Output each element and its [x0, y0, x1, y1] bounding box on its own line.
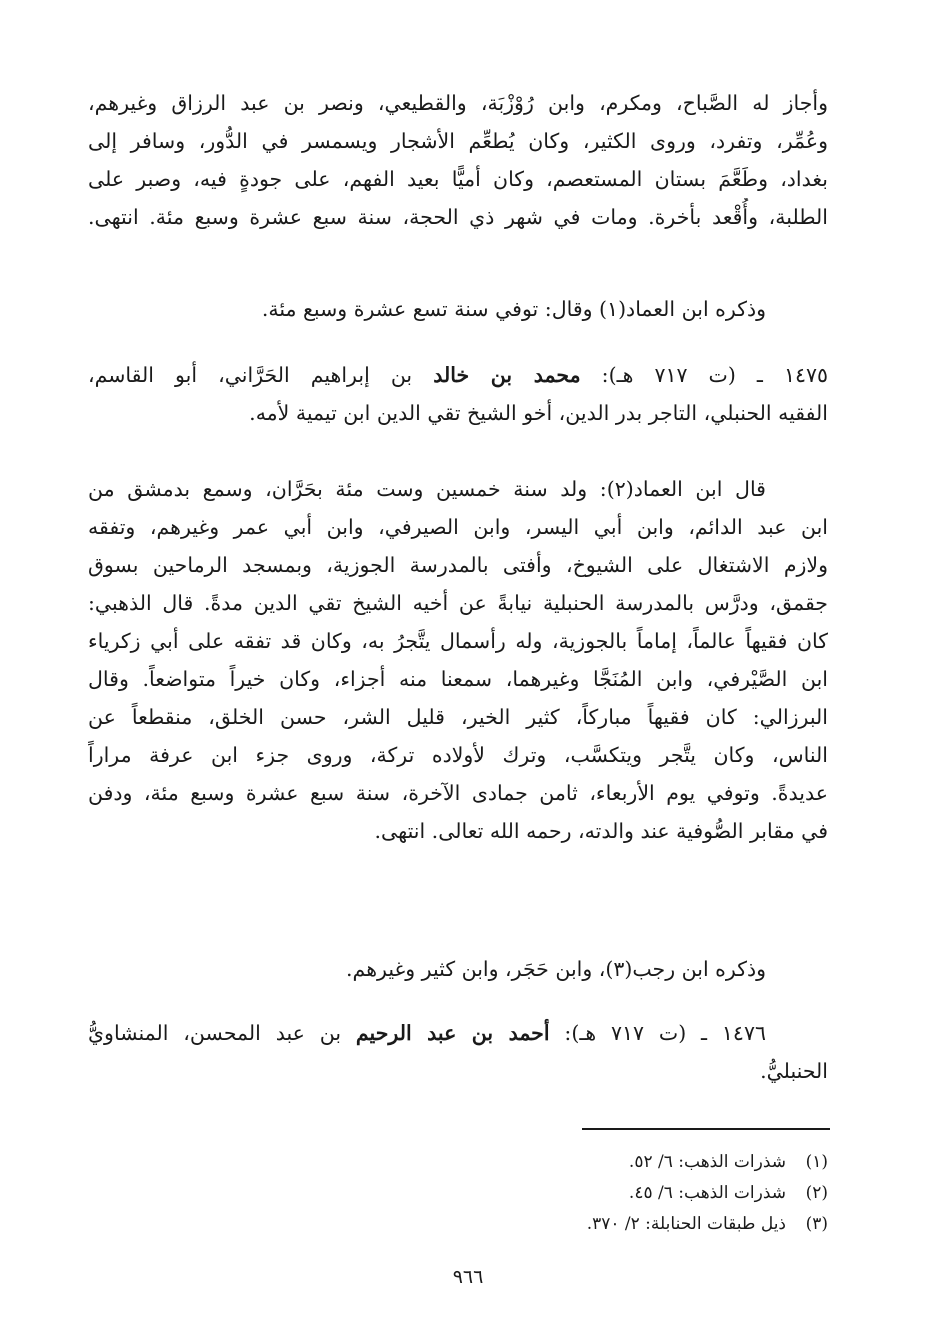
- paragraph-ibn-alimad-note: [88, 290, 766, 328]
- paragraph-other-sources: [88, 950, 766, 988]
- footnote-text: ذيل طبقات الحنابلة: ٢/ ٣٧٠.: [586, 1214, 786, 1234]
- entry-name: محمد بن خالد: [433, 363, 581, 387]
- text-line: في مقابر الصُّوفية عند والدته، رحمه الله تعالى. انتهى.: [374, 819, 828, 843]
- footnotes: [587, 1147, 828, 1240]
- text-line: كان فقيهاً عالماً، إماماً بالجوزية، وله رأسمال يتَّجرُ به، وكان قد تفقه على أبي زكرياء: [88, 629, 828, 653]
- footnote-number: (٣): [805, 1214, 828, 1234]
- footnote-text: شذرات الذهب: ٦/ ٥٢.: [628, 1152, 786, 1172]
- entry-number: ١٤٧٥ ـ (ت ٧١٧ هـ):: [601, 363, 828, 387]
- footnote-text: شذرات الذهب: ٦/ ٤٥.: [628, 1183, 786, 1203]
- footnote-separator: [582, 1128, 830, 1130]
- text-line: بغداد، وطَعَّمَ بستان المستعصم، وكان أميًّا بعيد الفهم، على جودةٍ فيه، وصبر على: [88, 167, 828, 191]
- text-line: البرزالي: كان فقيهاً مباركاً، كثير الخير، قليل الشر، حسن الخلق، منقطعاً عن: [88, 705, 828, 729]
- text-line: وذكره ابن رجب(٣)، وابن حَجَر، وابن كثير وغيرهم.: [346, 957, 766, 981]
- text-line: ابن عبد الدائم، وابن أبي اليسر، وابن الصيرفي، وابن أبي عمر وغيرهم، وتفقه: [88, 515, 828, 539]
- entry-heading-line: [88, 1014, 828, 1052]
- text-line: ولازم الاشتغال على الشيوخ، وأفتى بالمدرسة الجوزية، وبمسجد الرماحين بسوق: [88, 553, 828, 577]
- page-number: ٩٦٦: [452, 1266, 484, 1288]
- text-line: عديدةً. وتوفي يوم الأربعاء، ثامن جمادى الآخرة، سنة سبع عشرة وسبع مئة، ودفن: [88, 781, 828, 805]
- text-line: ابن الصَّيْرفي، وابن المُنَجَّا وغيرهما، سمعنا منه أجزاء، وكان خيراً متواضعاً. وقال: [88, 667, 828, 691]
- entry-name-rest: بن إبراهيم الحَرَّاني، أبو القاسم،: [88, 363, 413, 387]
- text-line: قال ابن العماد(٢): ولد سنة خمسين وست مئة بحَرَّان، وسمع بدمشق من: [88, 477, 766, 501]
- paragraph-continuation: [88, 84, 828, 236]
- footnote-1: [587, 1147, 828, 1178]
- text-line: الناس، وكان يتَّجر ويتكسَّب، وترك لأولاده تركة، وروى جزء ابن عرفة مراراً: [88, 743, 828, 767]
- entry-1476: [88, 1014, 828, 1090]
- entry-name-rest: بن عبد المحسن، المنشاويُّ: [88, 1021, 342, 1045]
- text-line: وذكره ابن العماد(١) وقال: توفي سنة تسع عشرة وسبع مئة.: [261, 297, 766, 321]
- text-line: جقمق، ودرَّس بالمدرسة الحنبلية نيابةً عن أخيه الشيخ تقي الدين مدةً. قال الذهبي:: [88, 591, 828, 615]
- text-line: الطلبة، وأُقْعد بأخرة. ومات في شهر ذي الحجة، سنة سبع عشرة وسبع مئة. انتهى.: [88, 205, 828, 229]
- entry-name: أحمد بن عبد الرحيم: [355, 1021, 550, 1045]
- footnote-number: (٢): [805, 1183, 828, 1203]
- entry-number: ١٤٧٦ ـ (ت ٧١٧ هـ):: [564, 1021, 766, 1045]
- text-line: الحنبليُّ.: [760, 1059, 828, 1083]
- footnote-number: (١): [805, 1152, 828, 1172]
- text-line: وأجاز له الصَّباح، ومكرم، وابن رُوْزْبَة، والقطيعي، ونصر بن عبد الرزاق وغيرهم،: [88, 91, 828, 115]
- text-line: وعُمِّر، وتفرد، وروى الكثير، وكان يُطعِّم الأشجار ويسمسر في الدُّور، وسافر إلى: [88, 129, 828, 153]
- paragraph-biography: [88, 470, 828, 850]
- entry-heading-line: [88, 356, 828, 394]
- entry-1475: [88, 356, 828, 432]
- footnote-2: [587, 1178, 828, 1209]
- text-line: الفقيه الحنبلي، التاجر بدر الدين، أخو الشيخ تقي الدين ابن تيمية لأمه.: [249, 401, 828, 425]
- footnote-3: [587, 1209, 828, 1240]
